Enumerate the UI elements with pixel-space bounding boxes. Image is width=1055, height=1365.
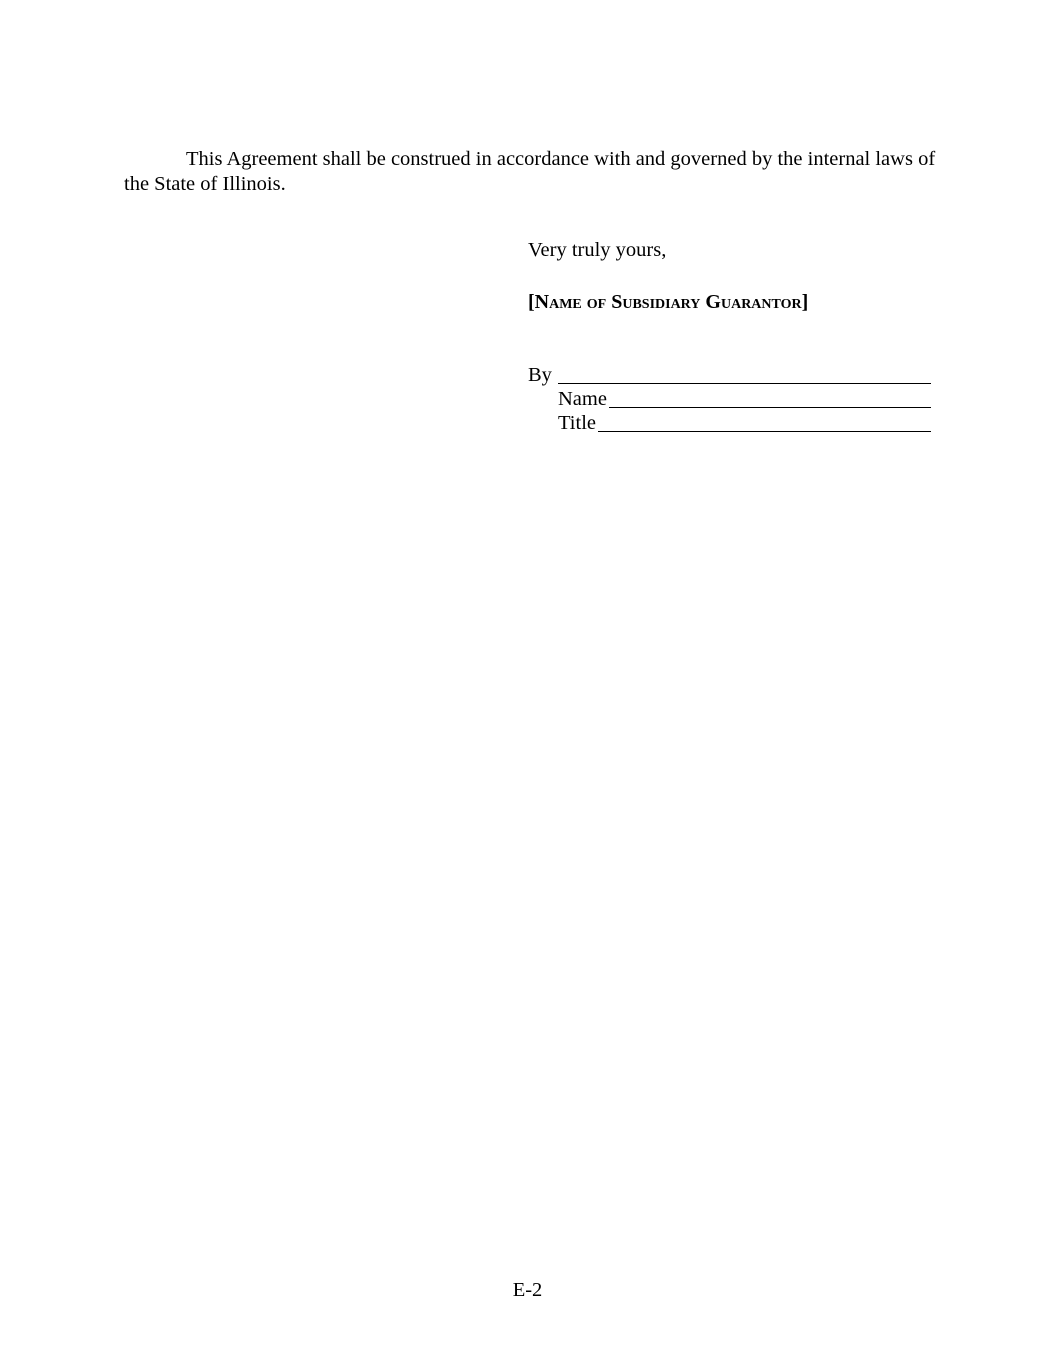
signature-title-line bbox=[558, 410, 931, 435]
signature-by-line bbox=[528, 362, 931, 387]
by-signature-blank bbox=[558, 383, 931, 384]
paragraph-line-2: the State of Illinois. bbox=[124, 172, 286, 195]
company-name-placeholder: [Name of Subsidiary Guarantor] bbox=[528, 291, 809, 313]
closing-salutation: Very truly yours, bbox=[528, 239, 667, 261]
title-label: Title bbox=[558, 412, 596, 434]
name-blank bbox=[609, 407, 931, 408]
paragraph-line-1: This Agreement shall be construed in accordance with and governed by the internal laws of bbox=[186, 148, 936, 170]
by-label: By bbox=[528, 364, 552, 386]
title-blank bbox=[598, 431, 931, 432]
page-number: E-2 bbox=[512, 1279, 543, 1301]
name-label: Name bbox=[558, 388, 607, 410]
governing-law-paragraph bbox=[124, 147, 936, 196]
signature-name-line bbox=[558, 386, 931, 411]
